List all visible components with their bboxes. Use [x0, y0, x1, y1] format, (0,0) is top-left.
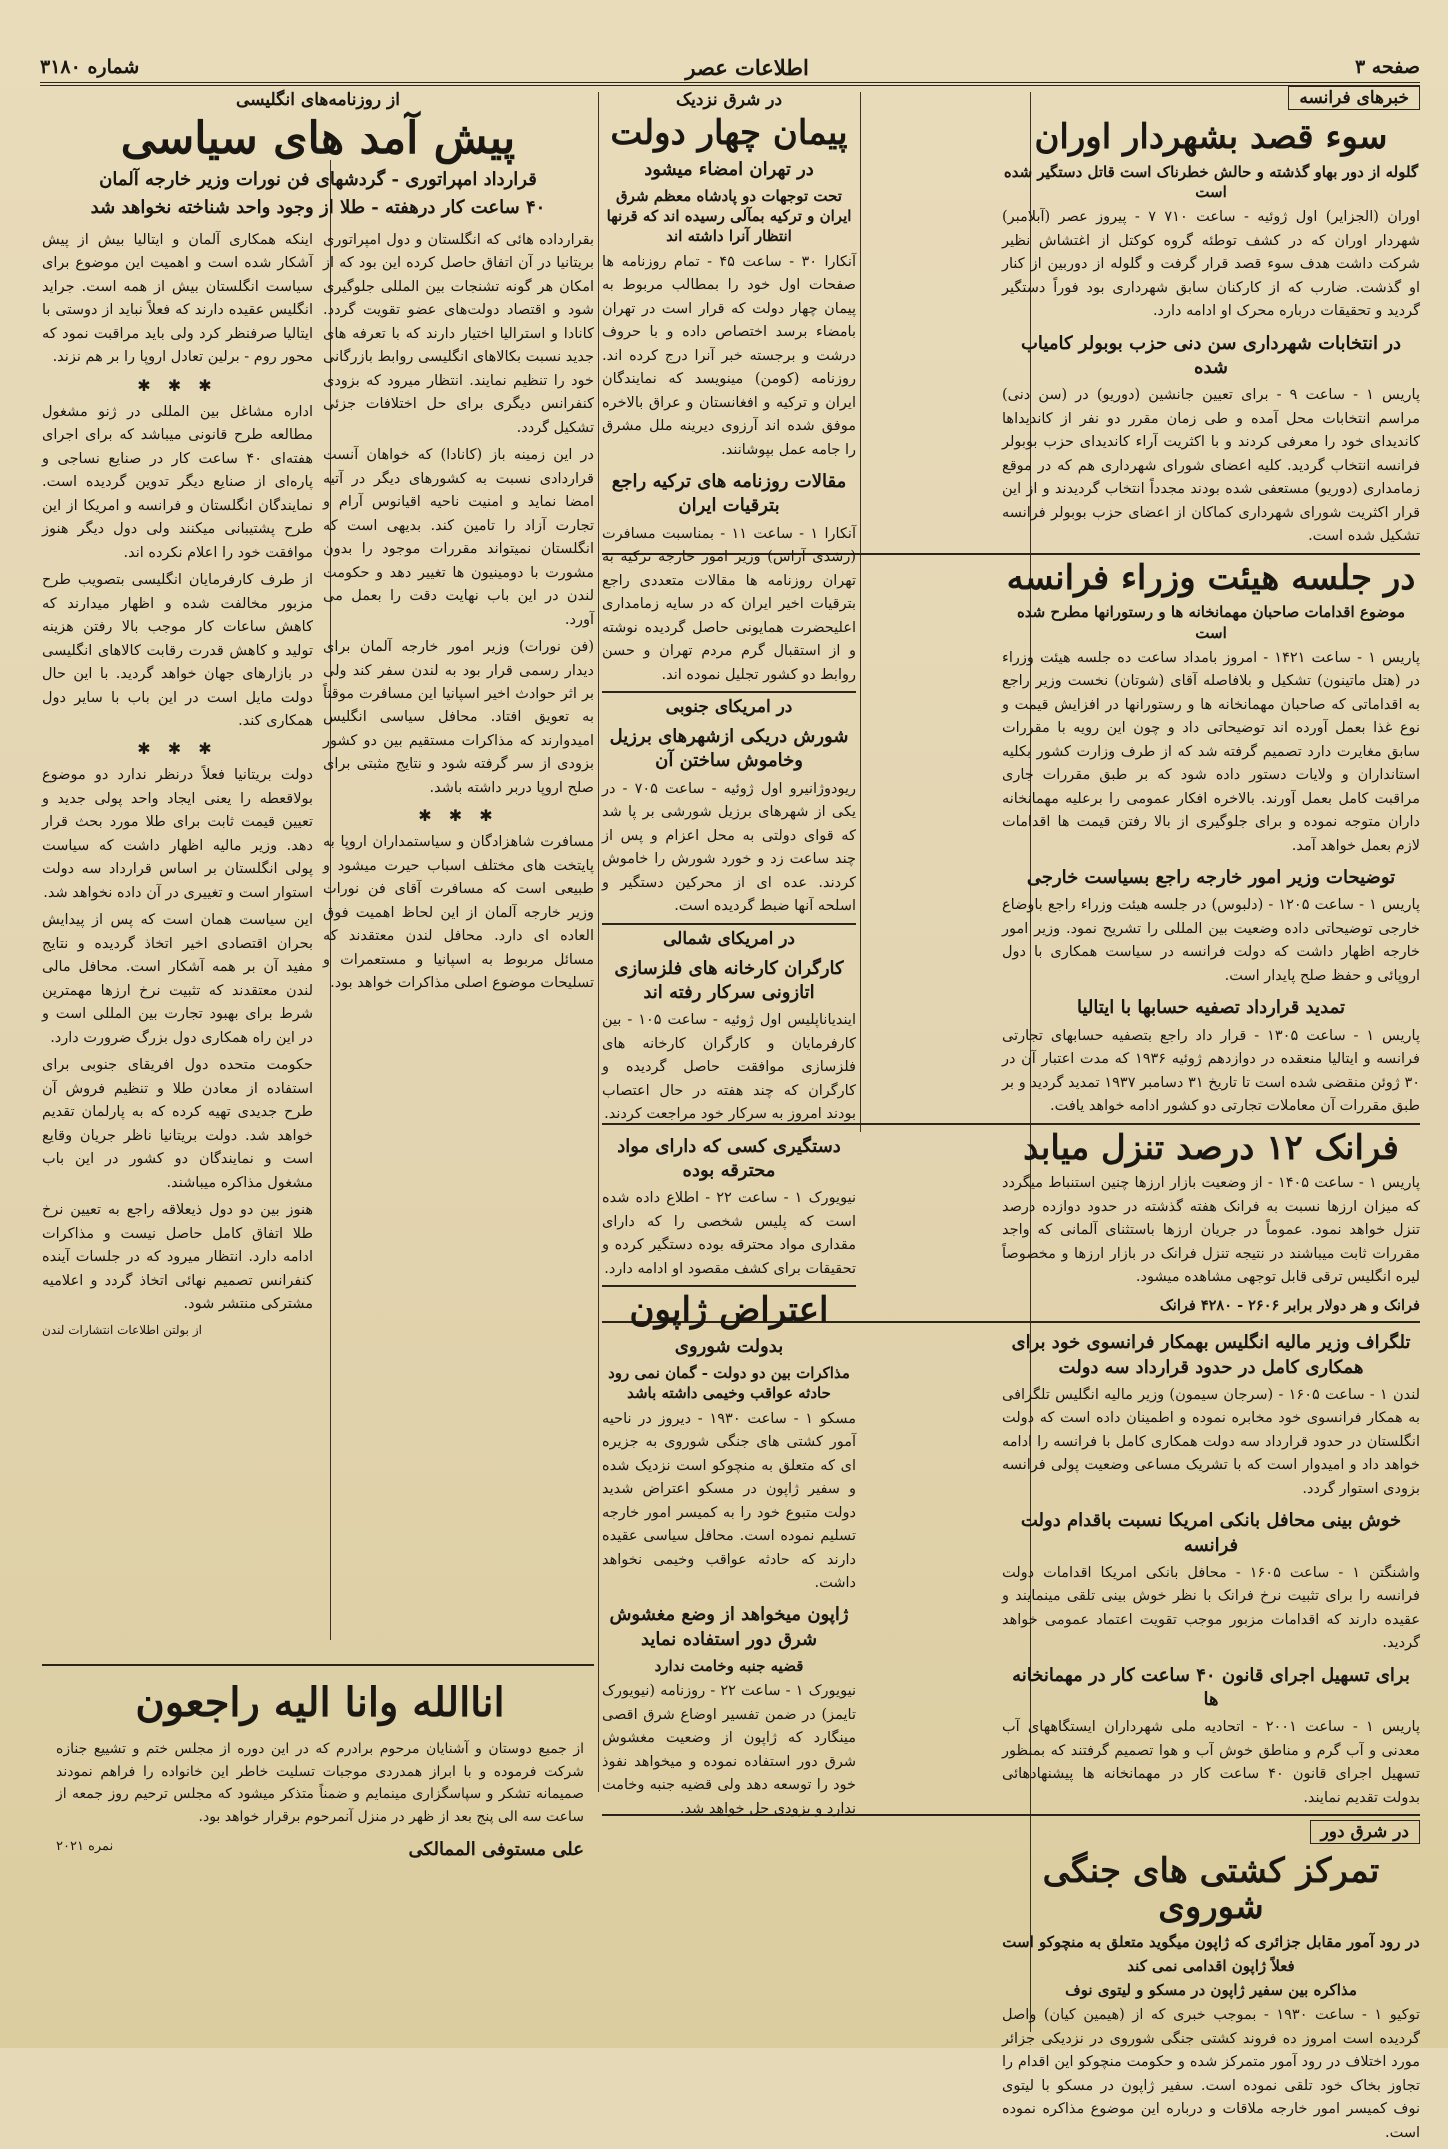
headline: در جلسه هیئت وزراء فرانسه	[1006, 557, 1416, 598]
article-body: آنکارا ۳۰ - ساعت ۴۵ - تمام روزنامه ها صفحات اول خود را بمطالب مربوط به پیمان چهار دولت که قرار است در تهران بامضاء برسد اختصاص داده و با حروف درشت و برجسته خبر آنرا درج کرده اند. روزنامه (کومن) مینویسد که نمایندگان ایران و ترکیه و افغانستان و عراق بالاخره موفق شده اند آرزوی دیرینه ملل مشرق را جامه عمل بپوشانند.	[602, 253, 856, 458]
deck: مذاکره بین سفیر ژاپون در مسکو و لیتوی نوف	[1065, 1981, 1357, 2000]
deck: قضیه جنبه وخامت ندارد	[654, 1657, 804, 1676]
page-header	[40, 52, 1420, 86]
obituary-notice	[56, 1676, 584, 1976]
article-body: پاریس ۱ - ساعت ۱۲۰۵ - (دلبوس) در جلسه هیئت وزراء راجع باوضاع خارجی توضیحاتی داده وضعیت بین المللی را تشریح نمود. وزیر امور خارجه اظهار داشت که دولت فرانسه در سیاست همکاری با دول اروپائی و حفظ صلح پایدار است.	[1002, 897, 1421, 984]
article-body: نیویورک ۱ - ساعت ۲۲ - روزنامه (نیویورک تایمز) در ضمن تفسیر اوضاع شرق اقصی مینگارد که ژاپون از وضعیت مغشوش شرق دور استفاده نموده و میخواهد نفوذ خود را توسعه دهد ولی قضیه جنبه وخامت ندارد و بزودی حل خواهد شد.	[602, 1683, 856, 1817]
headline: خوش بینی محافل بانکی امریکا نسبت باقدام دولت فرانسه	[1020, 1510, 1402, 1556]
headline: سوء قصد بشهردار اوران	[1034, 117, 1388, 157]
article-body: دولت بریتانیا فعلاً درنظر ندارد دو موضوع بولاقعطه را یعنی ایجاد واحد پولی جدید و تعیین قیمت ثابت برای طلا مورد بحث قرار دهد. وزیر مالیه اظهار داشت که سیاست پولی انگلستان بر اساس قرارداد سه دولت استوار است و تغییری در آن داده نخواهد شد.	[42, 767, 313, 901]
headline: اعتراض ژاپون	[629, 1290, 829, 1331]
separator-stars: ✱ ✱ ✱	[418, 806, 499, 826]
article-body: پاریس ۱ - ساعت ۹ - برای تعیین جانشین (دوریو) در (سن دنی) مراسم انتخابات محل آمده و طی زمان مقرر دو نفر از کاندیداها کاندیدای خود را معرفی کردند و با اکثریت آراء کاندیدای حزب بوبولر فرانسه انتخاب گردید. کلیه اعضای شورای شهرداری هم که در موقع زمامداری (دوریو) مستعفی شده بودند مجدداً انتخاب گردیدند و از این قرار اکثریت شورای شهرداری کماکان از اعضای حزب بوبولر فرانسه تشکیل شده است.	[1002, 387, 1420, 545]
deck: مذاکرات بین دو دولت - گمان نمی رود حادثه عواقب وخیمی داشته باشد	[608, 1364, 850, 1403]
headline: توضیحات وزیر امور خارجه راجع بسیاست خارجی	[1026, 867, 1396, 889]
ad-number: نمره ۲۰۲۱	[56, 1838, 114, 1854]
deck: گلوله از دور بهاو گذشته و حالش خطرناک است قاتل دستگیر شده است	[1003, 162, 1419, 201]
article-body: واشنگتن ۱ - ساعت ۱۶۰۵ - محافل بانکی امریکا اقدامات دولت فرانسه را برای تثبیت نرخ فرانک با نظر خوش بینی تلقی مینمایند و عقیده دارند که اقدامات مزبور موجب تقویت اعتماد عمومی خواهد گردید.	[1002, 1564, 1420, 1652]
article-body: هنوز بین دو دول ذیعلاقه راجع به تعیین نرخ طلا اتفاق کامل حاصل نیست و مذاکرات ادامه دارد. انتظار میرود که در جلسات آینده کنفرانس تصمیم نهائی اتخاذ گردد و اعلامیه مشترکی منتشر شود.	[42, 1202, 313, 1313]
article-body: مسکو ۱ - ساعت ۱۹۳۰ - دیروز در ناحیه آمور کشتی های جنگی شوروی به جزیره ای که متعلق به منچوکو است نزدیک شده و سفیر ژاپون در مسکو اعتراض شدید دولت متبوع خود را به کمیسر امور خارجه تسلیم نموده است. محافل سیاسی عقیده دارند که حادثه عواقب وخیمی نخواهد داشت.	[602, 1410, 857, 1591]
article-body: توکیو ۱ - ساعت ۱۹۳۰ - بموجب خبری که از (هیمین کیان) واصل گردیده است امروز ده فروند کشتی جنگی شوروی در نزدیکی جزائر مورد اختلاف در رود آمور متمرکز شده و حکومت منچوکو این اقدام را تجاوز بخاک خود تلقی نموده است. سفیر ژاپون در مسکو با لیتوی نوف کمیسر امور خارجه ملاقات و درباره این موضوع مذاکره نموده است.	[1002, 2007, 1420, 2141]
article-body: اداره مشاغل بین المللی در ژنو مشغول مطالعه طرح قانونی میباشد که برای اجرای هفته‌ای ۴۰ ساعت کار در صنایع نساجی و پاره‌ای از صنایع دیگر تدوین گردیده است. نمایندگان انگلستان و فرانسه و امریکا از این طرح پشتیبانی میکنند ولی دول دیگر هنوز موافقت خود را اعلام نکرده اند.	[42, 403, 313, 561]
exchange-rates: فرانک و هر دولار برابر ۲۶۰۶ - ۴۲۸۰ فرانک	[1159, 1296, 1420, 1314]
column-political	[42, 90, 594, 1650]
headline: کارگران کارخانه های فلزسازی اتازونی سرکار رفته اند	[614, 957, 844, 1003]
notice-body: از جمیع دوستان و آشنایان مرحوم برادرم که در این دوره از مجلس ختم و تشییع جنازه شرکت فرموده و با ابراز همدردی موجبات تسلیت خاطر این خانواده را فراهم نمودند صمیمانه تشکر و سپاسگزاری مینمایم و ضمناً متذکر میشود که مجلس ترحیم روز جمعه از ساعت سه الی پنج بعد از ظهر در منزل آنمرحوم برقرار خواهد بود.	[56, 1741, 584, 1826]
source-note: از بولتن اطلاعات انتشارات لندن	[42, 1322, 202, 1337]
signature: علی مستوفی الممالکی	[408, 1838, 584, 1860]
section-label: خبرهای فرانسه	[602, 86, 1420, 110]
notice-footer	[56, 1839, 584, 1860]
section-label: در امریکای شمالی	[602, 923, 856, 949]
sub-column	[323, 225, 594, 1344]
deck: در تهران امضاء میشود	[644, 158, 814, 180]
deck: بدولت شوروی	[674, 1335, 784, 1357]
article-body: در این زمینه باز (کانادا) که خواهان آنست قراردادی نسبت به کشورهای دیگر در آتیه امضا نماید و امنیت ناحیه اقیانوس آرام و تجارت آزاد را تامین کند. بدیهی است که انگلستان نمیتواند مقررات موجود را بدون مشورت با دومینیون ها تغییر دهد و حکومت لندن در این باب نهایت دقت را بعمل می آورد.	[323, 447, 594, 628]
article-body: پاریس ۱ - ساعت ۱۴۰۵ - از وضعیت بازار ارزها چنین استنباط میگردد که میزان ارزها نسبت به فرانک هفته گذشته در حدود دوازده درصد تنزل خواهد نمود. عموماً در جریان ارزها باستثنای آلمانی که واجد مقررات ثابت میباشند در نتیجه تنزل فرانک در بازار ارزها و مخصوصاً لیره انگلیس ترقی قابل توجهی مشاهده میشود.	[1002, 1175, 1420, 1286]
headline: فرانک ۱۲ درصد تنزل میابد	[1023, 1127, 1399, 1168]
article-body: (فن نورات) وزیر امور خارجه آلمان برای دیدار رسمی قرار بود به لندن سفر کند ولی بر اثر حوادث اخیر اسپانیا این مسافرت موقتاً به تعویق افتاد. محافل سیاسی انگلیس امیدوارند که مذاکرات مستقیم بین دو کشور بزودی از سر گرفته شود و نتایج مثبتی برای صلح اروپا دربر داشته باشد.	[323, 639, 594, 796]
article-body: نیویورک ۱ - ساعت ۲۲ - اطلاع داده شده است که پلیس شخصی را که دارای مقداری مواد محترقه بوده دستگیر کرده و تحقیقات برای کشف مقصود او ادامه دارد.	[602, 1190, 856, 1277]
kicker: در شرق نزدیک	[675, 90, 783, 110]
headline: پیمان چهار دولت	[610, 113, 848, 153]
deck: فعلاً ژاپون اقدامی نمی کند	[1127, 1956, 1295, 1975]
section-label: در امریکای جنوبی	[602, 691, 856, 717]
article-body: پاریس ۱ - ساعت ۲۰۰۱ - اتحادیه ملی شهرداران ایستگاههای آب معدنی و آب گرم و مناطق خوش آب و هوا تصمیم گرفتند که بمنظور تسهیل اجرای قانون ۴۰ ساعت کار در مهمانخانه ها پیشنهادهائی بدولت تقدیم نمایند.	[1002, 1719, 1420, 1806]
kicker: از روزنامه‌های انگلیسی	[236, 90, 400, 110]
article-body: اوران (الجزایر) اول ژوئیه - ساعت ۷۱۰ ۷ - پیروز عصر (آبلامبر) شهردار اوران که در کشف توطئه گروه کوکتل از اغتشاش نظیر شرکت داشت هدف سوء قصد قرار گرفت و گلوله از دوربین از کنار او گذشت. ضارب که از کارکنان سابق شهرداری بود فوراً دستگیر گردید و تحقیقات درباره محرک او ادامه دارد.	[1002, 209, 1420, 320]
column-divider	[598, 92, 599, 1792]
separator-stars: ✱ ✱ ✱	[137, 739, 218, 759]
article-body: مسافرت شاهزادگان و سیاستمداران اروپا به پایتخت های مختلف اسباب حیرت میشود و طبیعی است که مسافرت آقای فن نورات وزیر خارجه آلمان از این لحاظ اهمیت فوق العاده ای دارد. محافل لندن معتقدند که مسائل مربوط به اسپانیا و مستعمرات و تسلیحات موضوع اصلی مذاکرات خواهد بود.	[323, 834, 594, 992]
headline: مقالات روزنامه های ترکیه راجع بترقیات ایران	[611, 471, 847, 517]
article-soviet-ships	[1002, 1848, 1420, 2149]
headline: تمرکز کشتی های جنگی شوروی	[1042, 1851, 1380, 1927]
deck: موضوع اقدامات صاحبان مهمانخانه ها و رستورانها مطرح شده است	[1016, 603, 1406, 642]
article-body: پاریس ۱ - ساعت ۱۴۲۱ - امروز بامداد ساعت ده جلسه هیئت وزراء در (هتل ماتینون) تشکیل و بلافاصله آقای (شوتان) نخست وزیر راجع به اقداماتی که صاحبان مهمانخانه ها و رستورانها در افزایش قیمت و نوع غذا بعمل آورده اند توضیحاتی داد و چون این رویه با مقررات سابق مغایرت دارد تصمیم گرفته شد که از طرف وزارت کشور بکلیه استانداران و ولایات دستور داده شود که بر طبق مقررات جاری مراقبت کامل بعمل آورند. بالاخره افکار عمومی را برعلیه مهمانخانه داران متوجه نموده و برای جلوگیری از بالا رفتن قیمت ها اقدامات لازم بعمل خواهد آمد.	[1002, 649, 1420, 854]
headline: تمدید قرارداد تصفیه حسابها با ایتالیا	[1076, 997, 1345, 1019]
section-label: در شرق دور	[602, 1820, 1420, 1844]
article-uk-finance	[1002, 1323, 1420, 1814]
article-body: از طرف کارفرمایان انگلیسی بتصویب طرح مزبور مخالفت شده و اظهار میدارند که کاهش ساعات کار موجب بالا رفتن هزینه تولید و کاهش قدرت رقابت کالاهای انگلیسی در بازارهای جهان خواهد گردید. با این حال دولت مایل است در این باب با سایر دول همکاری کند.	[42, 572, 313, 729]
article-franc	[1002, 1125, 1420, 1322]
article-body: این سیاست همان است که پس از پیدایش بحران اقتصادی اخیر اتخاذ گردیده و نتایج مفید آن بر همه آشکار است. محافل مالی لندن معتقدند که تثبیت نرخ ارزها مهمترین شرط برای بهبود تجارت بین المللی است و در این راه همکاری دول بزرگ ضرورت دارد.	[42, 912, 313, 1046]
article-body: آنکارا ۱ - ساعت ۱۱ - بمناسبت مسافرت (رشدی آراس) وزیر امور خارجه ترکیه به تهران روزنامه ها مقالات متعددی راجع بترقیات اخیر ایران که در سایه زمامداری اعلیحضرت همایونی حاصل گردیده نوشته و از استقبال گرم مردم تهران و حسن روابط دو کشور تجلیل نموده اند.	[602, 525, 857, 683]
headline: در انتخابات شهرداری سن دنی حزب بوبولر کامیاب شده	[1020, 332, 1402, 378]
deck: تحت توجهات دو پادشاه معظم شرق ایران و ترکیه بمآلی رسیده اند که قرنها انتظار آنرا داشته اند	[606, 186, 852, 246]
column-east-america	[602, 90, 856, 2040]
deck: در رود آمور مقابل جزائری که ژاپون میگوید متعلق به منچوکو است	[1002, 1932, 1420, 1951]
article-cabinet	[1002, 555, 1420, 1123]
article-body: اینکه همکاری آلمان و ایتالیا بیش از پیش آشکار شده است و اهمیت این موضوع برای سیاست انگلستان بیش از همه است. جراید انگلیس عقیده دارند که فعلاً نباید از دوستی با ایتالیا صرفنظر کرد ولی باید مراقبت نمود که محور روم - برلین تعادل اروپا را بر هم نزند.	[42, 231, 313, 366]
deck: قرارداد امپراتوری - گردشهای فن نورات وزیر خارجه آلمان	[99, 169, 537, 191]
divider-rule	[42, 1664, 594, 1666]
article-body: بقرارداده هائی که انگلستان و دول امپراتوری بریتانیا در آن اتفاق حاصل کرده این بود که از امکان هر گونه تشنجات بین المللی جلوگیری شود و اقتصاد دولت‌های عضو تقویت گردد. کانادا و استرالیا اختیار دارند که با تعرفه های جدید نسبت بکالاهای انگلیسی روابط بازرگانی خود را تنظیم نمایند. انتظار میرود که بزودی کنفرانس دیگری برای حل اختلافات جزئی تشکیل گردد.	[323, 231, 594, 436]
headline: پیش آمد های سیاسی	[120, 113, 516, 164]
paper-name: اطلاعات عصر	[685, 54, 809, 80]
headline: تلگراف وزیر مالیه انگلیس بهمکار فرانسوی خود برای همکاری کامل در حدود قرارداد سه دولت	[1011, 1332, 1411, 1378]
sub-column	[42, 225, 313, 1344]
headline: شورش دریکی ازشهرهای برزیل وخاموش ساختن آن	[609, 726, 849, 772]
headline: برای تسهیل اجرای قانون ۴۰ ساعت کار در مهمانخانه ها	[1012, 1664, 1410, 1711]
article-body: لندن ۱ - ساعت ۱۶۰۵ - (سرجان سیمون) وزیر مالیه انگلیس تلگرافی به همکار فرانسوی خود مخابره نموده و اطمینان داده است که دولت انگلستان در حدود قرارداد سه دولت همکاری کامل با فرانسه را ادامه خواهد داد و امیدوار است که با تشریک مساعی وضعیت پولی فرانسه بزودی استوار گردد.	[1002, 1386, 1421, 1497]
article-body: پاریس ۱ - ساعت ۱۳۰۵ - قرار داد راجع بتصفیه حسابهای تجارتی فرانسه و ایتالیا منعقده در دوازدهم ژوئیه ۱۹۳۶ که مدت اعتبار آن در ۳۰ ژوئن منقضی شده است تا تاریخ ۳۱ دسامبر ۱۹۳۷ تمدید گردید و بر طبق مقررات آن معاملات تجارتی دو کشور ادامه خواهد یافت.	[1002, 1027, 1421, 1115]
separator-stars: ✱ ✱ ✱	[137, 375, 218, 395]
issue-number: شماره ۳۱۸۰	[40, 56, 140, 78]
columns	[42, 225, 594, 1344]
deck: ۴۰ ساعت کار درهفته - طلا از وجود واحد شناخته نخواهد شد	[90, 197, 546, 219]
headline: ژاپون میخواهد از وضع مغشوش شرق دور استفاده نماید	[609, 1604, 849, 1650]
article-body: ریودوژانیرو اول ژوئیه - ساعت ۷۰۵ - در یکی از شهرهای برزیل شورشی بر پا شد که قوای دولتی به محل اعزام و پس از چند ساعت زد و خورد شورش را خاموش کردند. عده ای از محرکین دستگیر و اسلحه آنها ضبط گردیده است.	[602, 780, 857, 915]
article-oran	[1002, 114, 1420, 553]
article-body: ایندیاناپلیس اول ژوئیه - ساعت ۱۰۵ - بین کارفرمایان و کارگران کارخانه های فلزسازی موافقت حاصل گردیده و کارگران که چند هفته در حال اعتصاب بودند امروز به سرکار خود مراجعت کردند.	[602, 1012, 856, 1123]
article-body: حکومت متحده دول افریقای جنوبی برای استفاده از معادن طلا و تنظیم فروش آن طرح جدیدی تهیه کرده که به پارلمان تقدیم خواهد شد. دولت بریتانیا ناظر جریان وقایع است و نمایندگان دو کشور در این باب مشغول مذاکره میباشند.	[42, 1057, 313, 1191]
page-number: صفحه ۳	[1354, 56, 1420, 78]
notice-headline: اناالله وانا الیه راجعون	[135, 1679, 505, 1726]
headline: دستگیری کسی که دارای مواد محترقه بوده	[617, 1135, 841, 1181]
